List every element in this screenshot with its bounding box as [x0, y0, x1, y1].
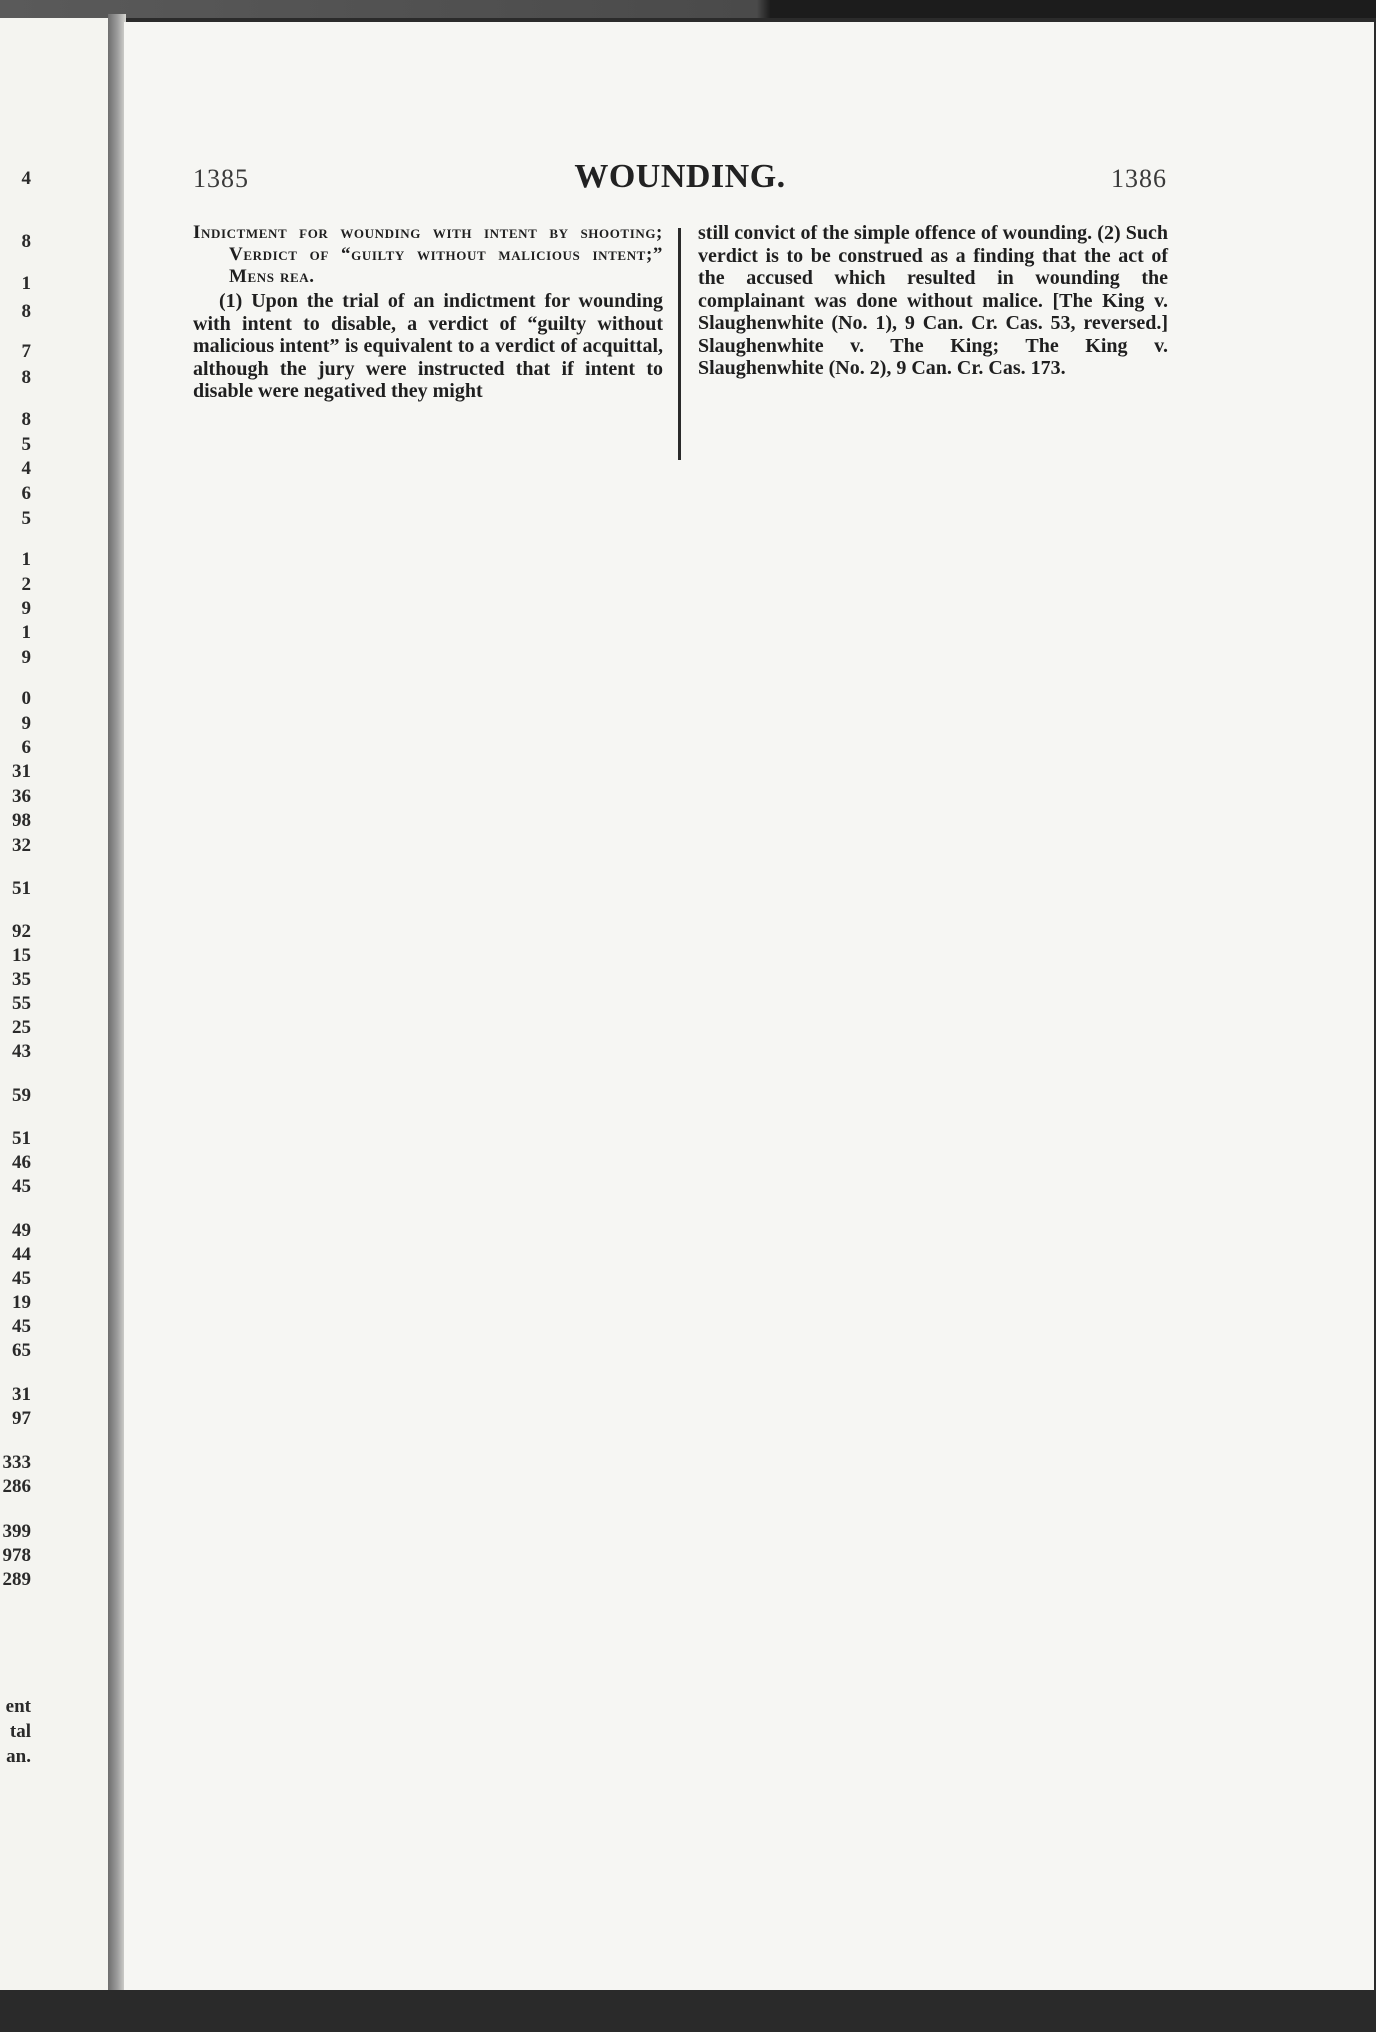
margin-number: 6 [21, 483, 31, 504]
margin-number: 286 [2, 1476, 31, 1497]
margin-number: 1 [21, 549, 31, 570]
margin-word-fragment: tal [9, 1721, 31, 1742]
margin-number: 19 [12, 1292, 31, 1313]
margin-number: 8 [21, 367, 31, 388]
margin-number: 31 [12, 761, 31, 782]
margin-number: 92 [12, 921, 31, 942]
margin-number: 59 [12, 1085, 31, 1106]
scan-bottom-edge [0, 1990, 1376, 2032]
margin-number: 97 [12, 1408, 31, 1429]
margin-number: 399 [2, 1521, 31, 1542]
margin-number: 1 [21, 622, 31, 643]
margin-number: 978 [2, 1545, 31, 1566]
margin-number: 44 [12, 1244, 31, 1265]
margin-number: 0 [21, 688, 31, 709]
margin-number: 45 [12, 1176, 31, 1197]
margin-word-fragment: ent [5, 1696, 31, 1717]
running-head [193, 158, 1167, 202]
margin-number: 9 [21, 598, 31, 619]
margin-number: 55 [12, 993, 31, 1014]
margin-number: 9 [21, 713, 31, 734]
margin-number: 8 [21, 301, 31, 322]
margin-number: 4 [21, 168, 31, 189]
margin-number: 98 [12, 810, 31, 831]
right-column [698, 222, 1168, 380]
left-column [193, 222, 663, 403]
case-paragraph-continued: still convict of the simple offence of wounding. (2) Such verdict is to be construed as a finding that the act of the accused which resulted in wounding the complainant was done without malice. [The King v. Slaughenwhite (No. 1), 9 Can. Cr. Cas. 53, reversed.] Slaughenwhite v. The King; The King v. Slaughenwhite (No. 2), 9 Can. Cr. Cas. 173. [698, 222, 1168, 379]
margin-number: 5 [21, 434, 31, 455]
margin-number: 45 [12, 1316, 31, 1337]
margin-number: 35 [12, 969, 31, 990]
margin-number: 65 [12, 1340, 31, 1361]
margin-number: 43 [12, 1041, 31, 1062]
margin-number: 7 [21, 341, 31, 362]
left-page-number: 1385 [193, 164, 249, 193]
margin-number: 2 [21, 574, 31, 595]
scan-top-edge [0, 0, 1376, 18]
margin-number: 45 [12, 1268, 31, 1289]
margin-number: 1 [21, 273, 31, 294]
margin-number: 46 [12, 1152, 31, 1173]
margin-number: 51 [12, 1128, 31, 1149]
margin-number: 32 [12, 835, 31, 856]
margin-number: 51 [12, 878, 31, 899]
page-title: WOUNDING. [574, 158, 786, 195]
case-paragraph: (1) Upon the trial of an indictment for wounding with intent to disable, a verdict of “guilty without malicious intent” is equivalent to a verdict of acquittal, although the jury were instructed that if intent to disable were negatived they might [193, 290, 663, 402]
margin-word-fragment: an. [6, 1746, 31, 1767]
margin-number: 4 [21, 458, 31, 479]
margin-number: 15 [12, 945, 31, 966]
margin-number: 36 [12, 786, 31, 807]
margin-number: 8 [21, 231, 31, 252]
previous-page-edge [0, 18, 110, 1993]
right-page-number: 1386 [1111, 164, 1167, 193]
margin-number: 9 [21, 647, 31, 668]
margin-number: 289 [2, 1569, 31, 1590]
margin-number: 5 [21, 508, 31, 529]
margin-number: 31 [12, 1384, 31, 1405]
case-heading: Indictment for wounding with intent by shooting; Verdict of “guilty without malicious intent;” Mens rea. [193, 222, 663, 287]
margin-number: 8 [21, 409, 31, 430]
margin-number: 6 [21, 737, 31, 758]
margin-number: 333 [2, 1452, 31, 1473]
margin-number: 25 [12, 1017, 31, 1038]
margin-number: 49 [12, 1220, 31, 1241]
column-divider [678, 228, 681, 460]
